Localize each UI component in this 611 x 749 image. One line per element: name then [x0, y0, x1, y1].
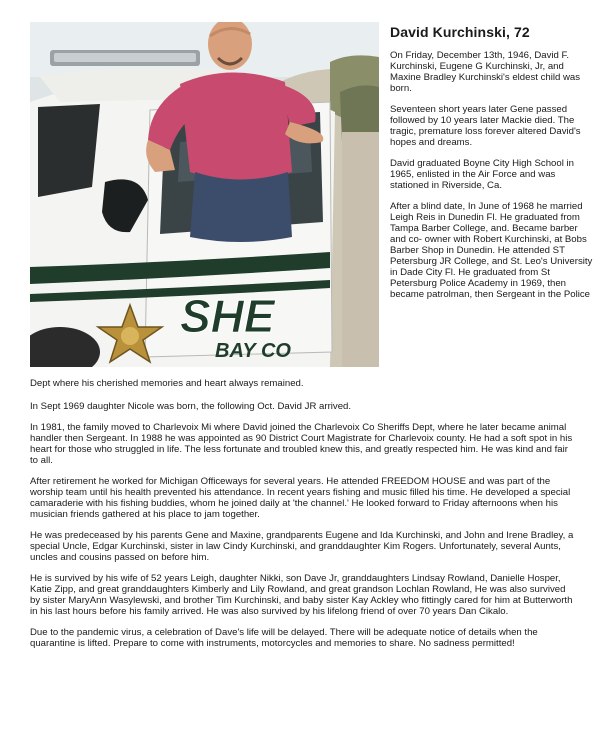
paragraph-continuation: Dept where his cherished memories and heart always remained.	[30, 378, 304, 389]
paragraph-celebration: Due to the pandemic virus, a celebration of Dave's life will be delayed. There will be adequate notice of details when the quarantine is lifted. Prepare to come with instruments, motorcycles and memories to share. No sadness permitted!	[30, 627, 538, 649]
paragraph-children: In Sept 1969 daughter Nicole was born, the following Oct. David JR arrived.	[30, 401, 352, 412]
right-column-text	[390, 50, 595, 310]
obituary-title: David Kurchinski, 72	[390, 24, 530, 40]
paragraph-marriage-career: After a blind date, In June of 1968 he married Leigh Reis in Dunedin Fl. He graduated from Tampa Barber College, and. Became barber and co- owner with Robert Kurchinski, at Bobs Barber Shop in Dunedin. He attended ST Petersburg JR College, and St. Leo's University in Dade City Fl. He graduated from St Petersburg Police Academy in 1969, then became patrolman, then Sergeant in the Police	[390, 201, 593, 300]
full-width-text	[30, 401, 578, 659]
photo-sheriff-car	[30, 22, 379, 367]
paragraph-predeceased: He was predeceased by his parents Gene and Maxine, grandparents Eugene and Ida Kurchinski, and John and Irene Bradley, a special Uncle, Edgar Kurchinski, sister in law Cindy Kurchinski, and granddaughter Kim Rogers. Unfortunately, several Aunts, uncles and cousins passed on before him.	[30, 530, 574, 563]
paragraph-charlevoix: In 1981, the family moved to Charlevoix Mi where David joined the Charlevoix Co Sheriffs Dept, where he later became animal handler then Sergeant. In 1988 he was appointed as 90 District Court Magistrate for Charlevoix county. He had a soft spot in his heart for those who struggled in life. The less fortunate and troubled knew this, and greatly respected him. He was kind and fair to all.	[30, 422, 573, 466]
paragraph-retirement: After retirement he worked for Michigan Officeways for several years. He attended FREEDOM HOUSE and was part of the worship team until his health prevented his attendance. In recent years fishing and music filled his time. He developed a special camaraderie with his fishing buddies, whom he joined daily at 'the channel.' He looked forward to Friday afternoons when his musician friends gathered at his place to jam together.	[30, 476, 571, 520]
paragraph-survived: He is survived by his wife of 52 years Leigh, daughter Nikki, son Dave Jr, granddaughters Lindsay Rowland, Danielle Hosper, Katie Zipp, and great granddaughters Kimberly and Lily Rowland, and great grandson Lochlan Rowland, He was also survived by sister MaryAnn Wasylewski, and brother Tim Kurchinski, and baby sister Kay Ackley who fittingly cared for him at Butterworth in his last hours before his family arrived. He was also survived by his lifelong friend of over 70 years Dan Cikalo.	[30, 573, 573, 617]
paragraph-losses: Seventeen short years later Gene passed followed by 10 years later Mackie died. The tragic, premature loss forever altered David's hopes and dreams.	[390, 104, 581, 148]
paragraph-birth: On Friday, December 13th, 1946, David F. Kurchinski, Eugene G Kurchinski, Jr, and Maxine Bradley Kurchinski's eldest child was born.	[390, 50, 581, 94]
paragraph-education: David graduated Boyne City High School in 1965, enlisted in the Air Force and was stationed in Riverside, Ca.	[390, 158, 574, 191]
door-sub-lettering: BAY CO	[215, 340, 291, 362]
door-lettering: SHE	[180, 290, 275, 342]
